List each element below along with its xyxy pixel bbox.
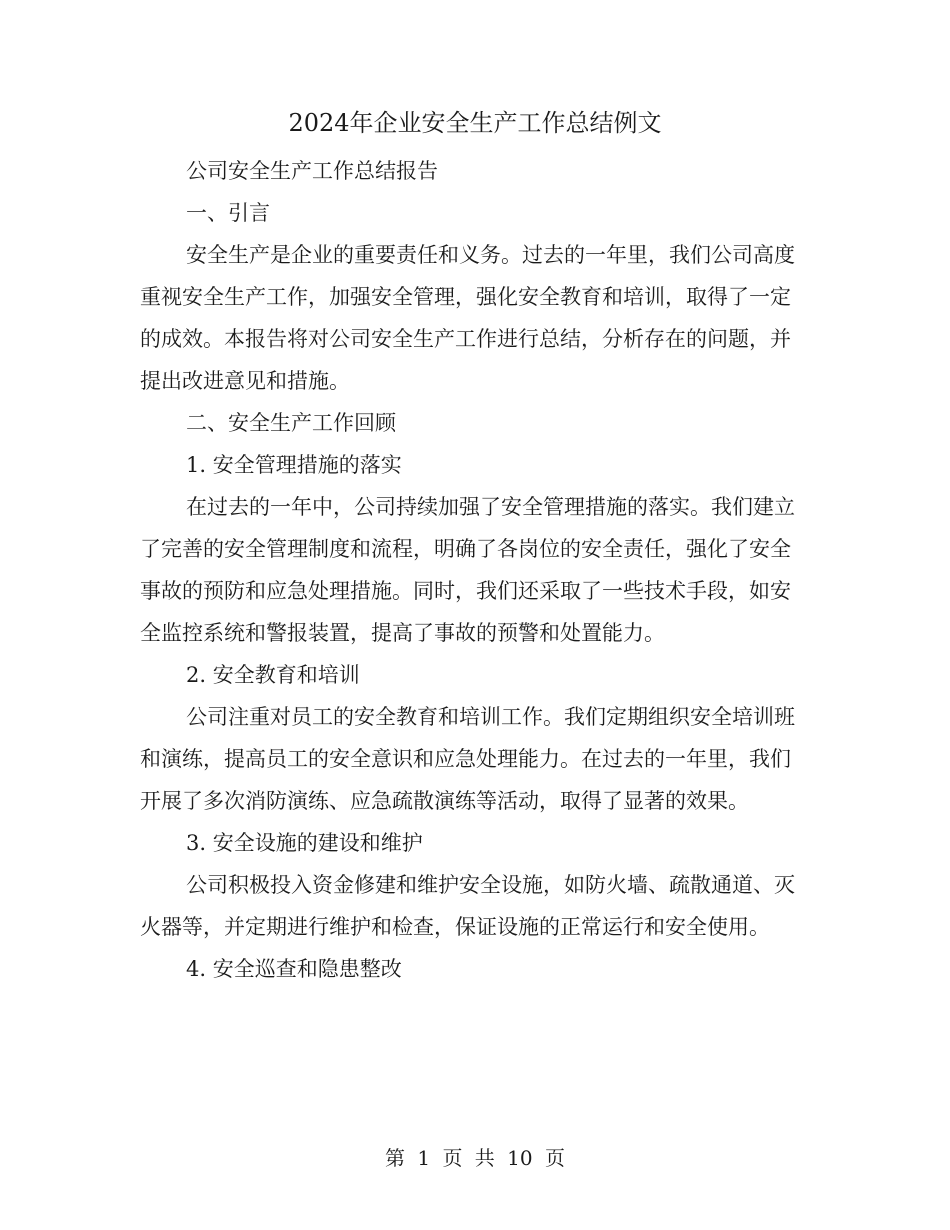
paragraph-management: 在过去的一年中，公司持续加强了安全管理措施的落实。我们建立了完善的安全管理制度和流程，明确了各岗位的安全责任，强化了安全事故的预防和应急处理措施。同时，我们还采取了一些技术手段，如安全监控系统和警报装置，提高了事故的预警和处置能力。	[140, 495, 795, 645]
subsection-heading-2: 2. 安全教育和培训	[186, 663, 360, 687]
subsection-heading-4: 4. 安全巡查和隐患整改	[186, 957, 402, 981]
subsection-heading-1: 1. 安全管理措施的落实	[186, 453, 402, 477]
section-heading-intro: 一、引言	[186, 201, 270, 225]
report-heading: 公司安全生产工作总结报告	[186, 159, 438, 183]
document-title: 2024年企业安全生产工作总结例文	[288, 109, 662, 137]
page-footer: 第 1 页 共 10 页	[385, 1146, 565, 1170]
document-body	[140, 150, 800, 990]
subsection-heading-3: 3. 安全设施的建设和维护	[186, 831, 423, 855]
paragraph-intro: 安全生产是企业的重要责任和义务。过去的一年里，我们公司高度重视安全生产工作，加强安全管理，强化安全教育和培训，取得了一定的成效。本报告将对公司安全生产工作进行总结，分析存在的问题，并提出改进意见和措施。	[140, 243, 795, 393]
section-heading-review: 二、安全生产工作回顾	[186, 411, 396, 435]
paragraph-facilities: 公司积极投入资金修建和维护安全设施，如防火墙、疏散通道、灭火器等，并定期进行维护和检查，保证设施的正常运行和安全使用。	[140, 873, 795, 939]
paragraph-training: 公司注重对员工的安全教育和培训工作。我们定期组织安全培训班和演练，提高员工的安全意识和应急处理能力。在过去的一年里，我们开展了多次消防演练、应急疏散演练等活动，取得了显著的效果。	[140, 705, 795, 813]
